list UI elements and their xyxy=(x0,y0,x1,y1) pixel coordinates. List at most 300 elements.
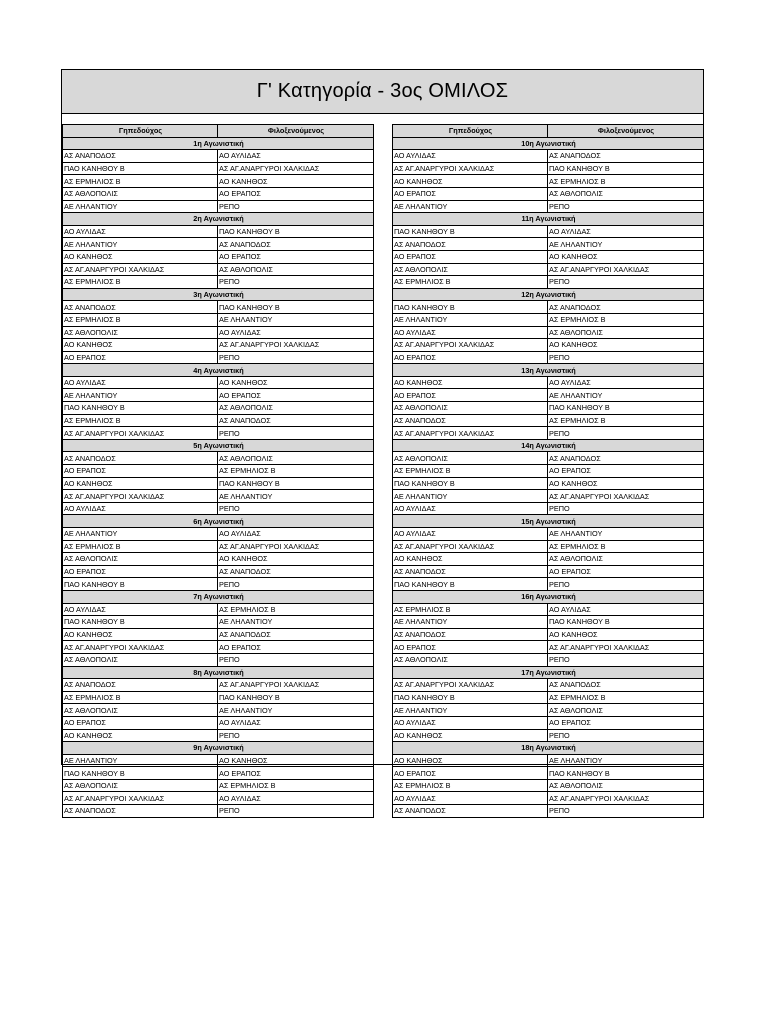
round-row xyxy=(63,515,374,528)
home-team: ΑΣ ΕΡΜΗΛΙΟΣ Β xyxy=(63,691,218,704)
match-row xyxy=(393,477,704,490)
away-team: ΑΟ ΚΑΝΗΘΟΣ xyxy=(218,754,374,767)
match-row xyxy=(63,389,374,402)
home-team: ΑΕ ΛΗΛΑΝΤΙΟΥ xyxy=(63,528,218,541)
home-team: ΑΟ ΚΑΝΗΘΟΣ xyxy=(393,376,548,389)
match-row xyxy=(393,313,704,326)
match-row xyxy=(393,376,704,389)
match-row xyxy=(63,729,374,742)
home-team: ΑΣ ΑΝΑΠΟΔΟΣ xyxy=(63,150,218,163)
home-team: ΑΣ ΑΓ.ΑΝΑΡΓΥΡΟΙ ΧΑΛΚΙΔΑΣ xyxy=(393,679,548,692)
away-team: ΑΟ ΚΑΝΗΘΟΣ xyxy=(548,628,704,641)
home-team: ΑΟ ΕΡΑΠΟΣ xyxy=(393,351,548,364)
home-team: ΑΣ ΕΡΜΗΛΙΟΣ Β xyxy=(63,313,218,326)
away-team: ΑΣ ΑΝΑΠΟΔΟΣ xyxy=(548,301,704,314)
match-row xyxy=(393,175,704,188)
away-team: ΡΕΠΟ xyxy=(548,200,704,213)
match-row xyxy=(63,200,374,213)
schedule-table-left xyxy=(62,124,374,818)
round-label: 9η Αγωνιστική xyxy=(63,742,374,755)
match-row xyxy=(63,691,374,704)
match-row xyxy=(393,225,704,238)
schedule-body-left xyxy=(63,137,374,817)
match-row xyxy=(63,704,374,717)
away-team: ΑΟ ΕΡΑΠΟΣ xyxy=(548,565,704,578)
home-team: ΑΣ ΑΝΑΠΟΔΟΣ xyxy=(63,301,218,314)
match-row xyxy=(393,754,704,767)
home-team: ΑΣ ΑΝΑΠΟΔΟΣ xyxy=(63,805,218,818)
match-row xyxy=(63,414,374,427)
header-row xyxy=(393,125,704,138)
away-team: ΑΟ ΑΥΛΙΔΑΣ xyxy=(548,225,704,238)
away-team: ΑΣ ΑΓ.ΑΝΑΡΓΥΡΟΙ ΧΑΛΚΙΔΑΣ xyxy=(548,490,704,503)
home-team: ΑΕ ΛΗΛΑΝΤΙΟΥ xyxy=(393,704,548,717)
away-team: ΑΟ ΕΡΑΠΟΣ xyxy=(218,250,374,263)
away-team: ΑΣ ΕΡΜΗΛΙΟΣ Β xyxy=(548,540,704,553)
home-team: ΑΟ ΑΥΛΙΔΑΣ xyxy=(63,603,218,616)
away-team: ΑΕ ΛΗΛΑΝΤΙΟΥ xyxy=(218,490,374,503)
home-team: ΠΑΟ ΚΑΝΗΘΟΥ Β xyxy=(63,162,218,175)
home-team: ΑΣ ΑΓ.ΑΝΑΡΓΥΡΟΙ ΧΑΛΚΙΔΑΣ xyxy=(393,540,548,553)
match-row xyxy=(393,200,704,213)
round-label: 18η Αγωνιστική xyxy=(393,742,704,755)
away-team: ΠΑΟ ΚΑΝΗΘΟΥ Β xyxy=(218,225,374,238)
home-team: ΑΣ ΑΘΛΟΠΟΛΙΣ xyxy=(63,653,218,666)
home-team: ΑΕ ΛΗΛΑΝΤΙΟΥ xyxy=(393,490,548,503)
away-team: ΡΕΠΟ xyxy=(218,200,374,213)
away-team: ΡΕΠΟ xyxy=(548,578,704,591)
home-team: ΑΕ ΛΗΛΑΝΤΙΟΥ xyxy=(63,238,218,251)
round-label: 3η Αγωνιστική xyxy=(63,288,374,301)
away-team: ΡΕΠΟ xyxy=(548,427,704,440)
match-row xyxy=(63,792,374,805)
match-row xyxy=(63,187,374,200)
away-team: ΑΣ ΕΡΜΗΛΙΟΣ Β xyxy=(548,175,704,188)
round-row xyxy=(393,288,704,301)
home-team: ΑΣ ΑΓ.ΑΝΑΡΓΥΡΟΙ ΧΑΛΚΙΔΑΣ xyxy=(63,641,218,654)
home-team: ΑΣ ΑΓ.ΑΝΑΡΓΥΡΟΙ ΧΑΛΚΙΔΑΣ xyxy=(63,490,218,503)
away-team: ΠΑΟ ΚΑΝΗΘΟΥ Β xyxy=(548,162,704,175)
away-team: ΑΟ ΚΑΝΗΘΟΣ xyxy=(548,250,704,263)
header-away: Φιλοξενούμενος xyxy=(548,125,704,138)
round-row xyxy=(393,439,704,452)
round-label: 12η Αγωνιστική xyxy=(393,288,704,301)
away-team: ΑΟ ΕΡΑΠΟΣ xyxy=(548,716,704,729)
away-team: ΠΑΟ ΚΑΝΗΘΟΥ Β xyxy=(218,477,374,490)
match-row xyxy=(63,502,374,515)
match-row xyxy=(63,779,374,792)
match-row xyxy=(393,414,704,427)
match-row xyxy=(63,528,374,541)
home-team: ΑΣ ΑΘΛΟΠΟΛΙΣ xyxy=(393,452,548,465)
away-team: ΑΕ ΛΗΛΑΝΤΙΟΥ xyxy=(548,389,704,402)
away-team: ΑΟ ΑΥΛΙΔΑΣ xyxy=(218,528,374,541)
match-row xyxy=(63,679,374,692)
page-title: Γ' Κατηγορία - 3ος ΟΜΙΛΟΣ xyxy=(256,80,509,102)
home-team: ΑΟ ΚΑΝΗΘΟΣ xyxy=(63,339,218,352)
home-team: ΑΟ ΚΑΝΗΘΟΣ xyxy=(63,628,218,641)
round-label: 5η Αγωνιστική xyxy=(63,439,374,452)
home-team: ΑΟ ΕΡΑΠΟΣ xyxy=(63,351,218,364)
home-team: ΑΣ ΕΡΜΗΛΙΟΣ Β xyxy=(393,779,548,792)
round-row xyxy=(63,439,374,452)
home-team: ΑΣ ΑΓ.ΑΝΑΡΓΥΡΟΙ ΧΑΛΚΙΔΑΣ xyxy=(63,427,218,440)
away-team: ΠΑΟ ΚΑΝΗΘΟΥ Β xyxy=(218,691,374,704)
round-row xyxy=(63,288,374,301)
home-team: ΑΟ ΑΥΛΙΔΑΣ xyxy=(63,502,218,515)
match-row xyxy=(393,263,704,276)
home-team: ΑΟ ΕΡΑΠΟΣ xyxy=(393,250,548,263)
away-team: ΑΣ ΑΝΑΠΟΔΟΣ xyxy=(218,565,374,578)
away-team: ΑΣ ΑΝΑΠΟΔΟΣ xyxy=(548,452,704,465)
home-team: ΠΑΟ ΚΑΝΗΘΟΥ Β xyxy=(63,402,218,415)
away-team: ΑΟ ΑΥΛΙΔΑΣ xyxy=(218,326,374,339)
match-row xyxy=(393,389,704,402)
round-label: 2η Αγωνιστική xyxy=(63,213,374,226)
match-row xyxy=(63,301,374,314)
away-team: ΑΟ ΑΥΛΙΔΑΣ xyxy=(218,150,374,163)
match-row xyxy=(63,175,374,188)
match-row xyxy=(393,326,704,339)
home-team: ΑΣ ΕΡΜΗΛΙΟΣ Β xyxy=(393,603,548,616)
home-team: ΑΣ ΑΘΛΟΠΟΛΙΣ xyxy=(63,326,218,339)
header-home: Γηπεδούχος xyxy=(393,125,548,138)
match-row xyxy=(63,754,374,767)
away-team: ΑΟ ΚΑΝΗΘΟΣ xyxy=(218,376,374,389)
home-team: ΑΣ ΕΡΜΗΛΙΟΣ Β xyxy=(393,276,548,289)
match-row xyxy=(393,792,704,805)
home-team: ΑΣ ΑΘΛΟΠΟΛΙΣ xyxy=(63,187,218,200)
away-team: ΑΟ ΑΥΛΙΔΑΣ xyxy=(548,376,704,389)
home-team: ΑΟ ΚΑΝΗΘΟΣ xyxy=(393,175,548,188)
match-row xyxy=(393,238,704,251)
home-team: ΑΣ ΑΝΑΠΟΔΟΣ xyxy=(393,805,548,818)
round-label: 15η Αγωνιστική xyxy=(393,515,704,528)
away-team: ΑΣ ΑΓ.ΑΝΑΡΓΥΡΟΙ ΧΑΛΚΙΔΑΣ xyxy=(548,263,704,276)
home-team: ΑΕ ΛΗΛΑΝΤΙΟΥ xyxy=(393,313,548,326)
away-team: ΑΕ ΛΗΛΑΝΤΙΟΥ xyxy=(548,754,704,767)
away-team: ΑΕ ΛΗΛΑΝΤΙΟΥ xyxy=(218,313,374,326)
away-team: ΑΣ ΑΓ.ΑΝΑΡΓΥΡΟΙ ΧΑΛΚΙΔΑΣ xyxy=(218,162,374,175)
match-row xyxy=(63,716,374,729)
home-team: ΑΣ ΕΡΜΗΛΙΟΣ Β xyxy=(63,414,218,427)
match-row xyxy=(63,402,374,415)
match-row xyxy=(63,805,374,818)
round-label: 13η Αγωνιστική xyxy=(393,364,704,377)
home-team: ΑΟ ΑΥΛΙΔΑΣ xyxy=(63,376,218,389)
round-label: 1η Αγωνιστική xyxy=(63,137,374,150)
match-row xyxy=(63,376,374,389)
away-team: ΑΣ ΑΝΑΠΟΔΟΣ xyxy=(548,679,704,692)
home-team: ΑΟ ΚΑΝΗΘΟΣ xyxy=(393,729,548,742)
home-team: ΑΕ ΛΗΛΑΝΤΙΟΥ xyxy=(63,200,218,213)
round-label: 7η Αγωνιστική xyxy=(63,590,374,603)
away-team: ΑΣ ΕΡΜΗΛΙΟΣ Β xyxy=(548,414,704,427)
match-row xyxy=(393,187,704,200)
away-team: ΑΟ ΑΥΛΙΔΑΣ xyxy=(218,792,374,805)
round-label: 16η Αγωνιστική xyxy=(393,590,704,603)
match-row xyxy=(63,326,374,339)
home-team: ΑΟ ΑΥΛΙΔΑΣ xyxy=(63,225,218,238)
match-row xyxy=(393,490,704,503)
match-row xyxy=(63,540,374,553)
home-team: ΑΣ ΑΓ.ΑΝΑΡΓΥΡΟΙ ΧΑΛΚΙΔΑΣ xyxy=(63,263,218,276)
home-team: ΑΟ ΕΡΑΠΟΣ xyxy=(393,389,548,402)
away-team: ΑΣ ΑΘΛΟΠΟΛΙΣ xyxy=(218,452,374,465)
away-team: ΑΣ ΑΓ.ΑΝΑΡΓΥΡΟΙ ΧΑΛΚΙΔΑΣ xyxy=(548,792,704,805)
home-team: ΑΣ ΑΓ.ΑΝΑΡΓΥΡΟΙ ΧΑΛΚΙΔΑΣ xyxy=(393,162,548,175)
match-row xyxy=(393,578,704,591)
match-row xyxy=(393,641,704,654)
round-row xyxy=(393,364,704,377)
home-team: ΑΟ ΚΑΝΗΘΟΣ xyxy=(63,250,218,263)
match-row xyxy=(63,276,374,289)
match-row xyxy=(393,427,704,440)
away-team: ΑΣ ΑΘΛΟΠΟΛΙΣ xyxy=(548,779,704,792)
home-team: ΠΑΟ ΚΑΝΗΘΟΥ Β xyxy=(63,616,218,629)
away-team: ΡΕΠΟ xyxy=(218,805,374,818)
away-team: ΡΕΠΟ xyxy=(218,427,374,440)
away-team: ΑΣ ΑΘΛΟΠΟΛΙΣ xyxy=(548,187,704,200)
home-team: ΠΑΟ ΚΑΝΗΘΟΥ Β xyxy=(63,767,218,780)
away-team: ΡΕΠΟ xyxy=(548,276,704,289)
match-row xyxy=(393,805,704,818)
match-row xyxy=(63,553,374,566)
away-team: ΑΣ ΕΡΜΗΛΙΟΣ Β xyxy=(218,779,374,792)
home-team: ΑΣ ΑΓ.ΑΝΑΡΓΥΡΟΙ ΧΑΛΚΙΔΑΣ xyxy=(393,339,548,352)
away-team: ΑΣ ΑΘΛΟΠΟΛΙΣ xyxy=(548,326,704,339)
match-row xyxy=(393,691,704,704)
round-label: 6η Αγωνιστική xyxy=(63,515,374,528)
away-team: ΑΣ ΕΡΜΗΛΙΟΣ Β xyxy=(548,313,704,326)
away-team: ΡΕΠΟ xyxy=(548,805,704,818)
match-row xyxy=(63,565,374,578)
round-row xyxy=(63,213,374,226)
match-row xyxy=(393,150,704,163)
match-row xyxy=(63,452,374,465)
match-row xyxy=(63,653,374,666)
home-team: ΠΑΟ ΚΑΝΗΘΟΥ Β xyxy=(393,578,548,591)
away-team: ΡΕΠΟ xyxy=(218,351,374,364)
home-team: ΑΣ ΑΘΛΟΠΟΛΙΣ xyxy=(63,779,218,792)
match-row xyxy=(393,528,704,541)
match-row xyxy=(393,704,704,717)
round-row xyxy=(63,742,374,755)
away-team: ΑΣ ΑΝΑΠΟΔΟΣ xyxy=(218,238,374,251)
match-row xyxy=(393,616,704,629)
home-team: ΑΣ ΑΓ.ΑΝΑΡΓΥΡΟΙ ΧΑΛΚΙΔΑΣ xyxy=(393,427,548,440)
round-label: 4η Αγωνιστική xyxy=(63,364,374,377)
away-team: ΑΟ ΑΥΛΙΔΑΣ xyxy=(218,716,374,729)
home-team: ΑΕ ΛΗΛΑΝΤΙΟΥ xyxy=(393,616,548,629)
round-row xyxy=(63,364,374,377)
match-row xyxy=(393,162,704,175)
home-team: ΑΕ ΛΗΛΑΝΤΙΟΥ xyxy=(393,200,548,213)
home-team: ΠΑΟ ΚΑΝΗΘΟΥ Β xyxy=(393,301,548,314)
home-team: ΑΣ ΑΝΑΠΟΔΟΣ xyxy=(393,628,548,641)
round-label: 10η Αγωνιστική xyxy=(393,137,704,150)
home-team: ΑΣ ΑΘΛΟΠΟΛΙΣ xyxy=(393,402,548,415)
round-row xyxy=(393,515,704,528)
away-team: ΑΣ ΑΝΑΠΟΔΟΣ xyxy=(218,414,374,427)
home-team: ΑΟ ΕΡΑΠΟΣ xyxy=(63,716,218,729)
match-row xyxy=(393,716,704,729)
away-team: ΑΟ ΑΥΛΙΔΑΣ xyxy=(548,603,704,616)
home-team: ΑΣ ΑΘΛΟΠΟΛΙΣ xyxy=(393,653,548,666)
round-row xyxy=(393,213,704,226)
match-row xyxy=(393,250,704,263)
match-row xyxy=(393,351,704,364)
round-row xyxy=(63,137,374,150)
schedule-body-right xyxy=(393,137,704,817)
away-team: ΑΣ ΑΓ.ΑΝΑΡΓΥΡΟΙ ΧΑΛΚΙΔΑΣ xyxy=(548,641,704,654)
round-row xyxy=(393,137,704,150)
away-team: ΑΕ ΛΗΛΑΝΤΙΟΥ xyxy=(548,528,704,541)
home-team: ΑΣ ΑΝΑΠΟΔΟΣ xyxy=(393,414,548,427)
round-row xyxy=(393,742,704,755)
match-row xyxy=(63,767,374,780)
home-team: ΑΣ ΕΡΜΗΛΙΟΣ Β xyxy=(63,540,218,553)
away-team: ΠΑΟ ΚΑΝΗΘΟΥ Β xyxy=(548,767,704,780)
away-team: ΑΣ ΑΘΛΟΠΟΛΙΣ xyxy=(218,402,374,415)
home-team: ΑΣ ΑΝΑΠΟΔΟΣ xyxy=(63,452,218,465)
away-team: ΑΣ ΕΡΜΗΛΙΟΣ Β xyxy=(548,691,704,704)
away-team: ΑΣ ΑΓ.ΑΝΑΡΓΥΡΟΙ ΧΑΛΚΙΔΑΣ xyxy=(218,679,374,692)
match-row xyxy=(63,477,374,490)
home-team: ΑΟ ΕΡΑΠΟΣ xyxy=(393,187,548,200)
header-row xyxy=(63,125,374,138)
away-team: ΡΕΠΟ xyxy=(548,729,704,742)
home-team: ΑΟ ΑΥΛΙΔΑΣ xyxy=(393,792,548,805)
schedule-table-right xyxy=(392,124,704,818)
home-team: ΑΕ ΛΗΛΑΝΤΙΟΥ xyxy=(63,754,218,767)
match-row xyxy=(63,150,374,163)
home-team: ΑΟ ΚΑΝΗΘΟΣ xyxy=(393,553,548,566)
home-team: ΠΑΟ ΚΑΝΗΘΟΥ Β xyxy=(393,225,548,238)
match-row xyxy=(63,427,374,440)
away-team: ΑΟ ΕΡΑΠΟΣ xyxy=(218,767,374,780)
home-team: ΑΣ ΑΘΛΟΠΟΛΙΣ xyxy=(393,263,548,276)
home-team: ΑΕ ΛΗΛΑΝΤΙΟΥ xyxy=(63,389,218,402)
match-row xyxy=(63,351,374,364)
home-team: ΑΟ ΕΡΑΠΟΣ xyxy=(63,465,218,478)
away-team: ΑΣ ΑΓ.ΑΝΑΡΓΥΡΟΙ ΧΑΛΚΙΔΑΣ xyxy=(218,540,374,553)
away-team: ΑΕ ΛΗΛΑΝΤΙΟΥ xyxy=(218,616,374,629)
away-team: ΡΕΠΟ xyxy=(548,502,704,515)
home-team: ΑΣ ΑΘΛΟΠΟΛΙΣ xyxy=(63,704,218,717)
round-label: 11η Αγωνιστική xyxy=(393,213,704,226)
home-team: ΑΟ ΕΡΑΠΟΣ xyxy=(393,641,548,654)
away-team: ΑΟ ΚΑΝΗΘΟΣ xyxy=(548,339,704,352)
home-team: ΑΣ ΑΝΑΠΟΔΟΣ xyxy=(393,238,548,251)
away-team: ΡΕΠΟ xyxy=(218,578,374,591)
home-team: ΑΣ ΕΡΜΗΛΙΟΣ Β xyxy=(63,175,218,188)
home-team: ΑΟ ΚΑΝΗΘΟΣ xyxy=(393,754,548,767)
match-row xyxy=(393,540,704,553)
match-row xyxy=(393,339,704,352)
match-row xyxy=(63,465,374,478)
away-team: ΑΟ ΕΡΑΠΟΣ xyxy=(218,389,374,402)
match-row xyxy=(393,603,704,616)
header-home: Γηπεδούχος xyxy=(63,125,218,138)
match-row xyxy=(393,402,704,415)
away-team: ΑΟ ΚΑΝΗΘΟΣ xyxy=(548,477,704,490)
home-team: ΑΣ ΑΝΑΠΟΔΟΣ xyxy=(63,679,218,692)
round-row xyxy=(393,666,704,679)
home-team: ΠΑΟ ΚΑΝΗΘΟΥ Β xyxy=(393,477,548,490)
match-row xyxy=(393,653,704,666)
match-row xyxy=(393,565,704,578)
match-row xyxy=(63,238,374,251)
match-row xyxy=(63,162,374,175)
away-team: ΑΟ ΕΡΑΠΟΣ xyxy=(218,187,374,200)
home-team: ΑΟ ΚΑΝΗΘΟΣ xyxy=(63,477,218,490)
away-team: ΑΣ ΑΘΛΟΠΟΛΙΣ xyxy=(548,553,704,566)
away-team: ΑΣ ΑΝΑΠΟΔΟΣ xyxy=(548,150,704,163)
match-row xyxy=(63,225,374,238)
home-team: ΑΟ ΑΥΛΙΔΑΣ xyxy=(393,502,548,515)
match-row xyxy=(393,679,704,692)
match-row xyxy=(393,553,704,566)
away-team: ΑΕ ΛΗΛΑΝΤΙΟΥ xyxy=(548,238,704,251)
match-row xyxy=(63,339,374,352)
home-team: ΑΣ ΑΝΑΠΟΔΟΣ xyxy=(393,565,548,578)
match-row xyxy=(63,641,374,654)
match-row xyxy=(63,616,374,629)
match-row xyxy=(63,313,374,326)
away-team: ΠΑΟ ΚΑΝΗΘΟΥ Β xyxy=(548,402,704,415)
away-team: ΡΕΠΟ xyxy=(548,351,704,364)
away-team: ΡΕΠΟ xyxy=(218,502,374,515)
round-label: 8η Αγωνιστική xyxy=(63,666,374,679)
home-team: ΑΣ ΑΓ.ΑΝΑΡΓΥΡΟΙ ΧΑΛΚΙΔΑΣ xyxy=(63,792,218,805)
away-team: ΑΣ ΑΘΛΟΠΟΛΙΣ xyxy=(548,704,704,717)
away-team: ΑΣ ΑΘΛΟΠΟΛΙΣ xyxy=(218,263,374,276)
away-team: ΑΟ ΚΑΝΗΘΟΣ xyxy=(218,553,374,566)
home-team: ΑΣ ΑΘΛΟΠΟΛΙΣ xyxy=(63,553,218,566)
round-row xyxy=(63,590,374,603)
match-row xyxy=(63,628,374,641)
away-team: ΠΑΟ ΚΑΝΗΘΟΥ Β xyxy=(548,616,704,629)
home-team: ΑΣ ΕΡΜΗΛΙΟΣ Β xyxy=(63,276,218,289)
round-label: 14η Αγωνιστική xyxy=(393,439,704,452)
home-team: ΑΟ ΑΥΛΙΔΑΣ xyxy=(393,528,548,541)
match-row xyxy=(393,729,704,742)
away-team: ΑΕ ΛΗΛΑΝΤΙΟΥ xyxy=(218,704,374,717)
away-team: ΠΑΟ ΚΑΝΗΘΟΥ Β xyxy=(218,301,374,314)
schedule-sheet xyxy=(61,69,704,816)
away-team: ΡΕΠΟ xyxy=(218,729,374,742)
home-team: ΠΑΟ ΚΑΝΗΘΟΥ Β xyxy=(393,691,548,704)
home-team: ΑΟ ΑΥΛΙΔΑΣ xyxy=(393,716,548,729)
away-team: ΑΣ ΑΓ.ΑΝΑΡΓΥΡΟΙ ΧΑΛΚΙΔΑΣ xyxy=(218,339,374,352)
away-team: ΡΕΠΟ xyxy=(218,276,374,289)
match-row xyxy=(393,779,704,792)
away-team: ΑΣ ΕΡΜΗΛΙΟΣ Β xyxy=(218,603,374,616)
match-row xyxy=(63,603,374,616)
match-row xyxy=(63,490,374,503)
home-team: ΑΟ ΑΥΛΙΔΑΣ xyxy=(393,326,548,339)
match-row xyxy=(393,301,704,314)
match-row xyxy=(393,452,704,465)
match-row xyxy=(63,263,374,276)
home-team: ΑΟ ΑΥΛΙΔΑΣ xyxy=(393,150,548,163)
round-row xyxy=(393,590,704,603)
home-team: ΑΟ ΕΡΑΠΟΣ xyxy=(63,565,218,578)
round-row xyxy=(63,666,374,679)
away-team: ΡΕΠΟ xyxy=(218,653,374,666)
match-row xyxy=(393,767,704,780)
